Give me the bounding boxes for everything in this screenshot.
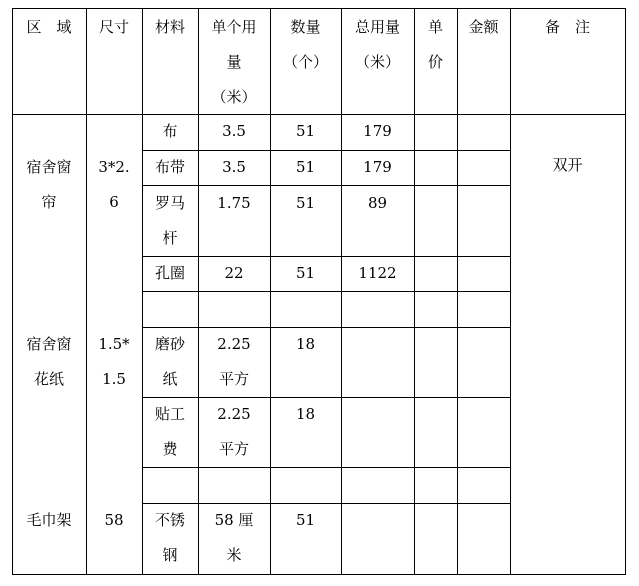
header-area: 区 域: [26, 18, 72, 36]
header-amount: 金额: [468, 18, 499, 36]
material-cell: 布: [162, 122, 178, 140]
total-cell: 179: [363, 122, 392, 140]
unit-usage-cell: 1.75: [217, 194, 251, 212]
quantity-cell: 51: [295, 511, 316, 529]
area-cell: 宿舍窗 花纸: [26, 335, 72, 388]
material-cell: 磨砂 纸: [154, 335, 185, 388]
table-border-top: [12, 8, 626, 9]
col-line: [142, 8, 143, 575]
col-line: [510, 8, 511, 575]
table-border-right: [625, 8, 626, 575]
quantity-cell: 18: [295, 335, 316, 353]
table-border-bottom: [12, 574, 626, 575]
material-cell: 孔圈: [154, 264, 185, 282]
material-cell: 布带: [154, 158, 185, 176]
size-cell: 58: [104, 511, 124, 529]
unit-usage-cell: 58 厘 米: [214, 511, 254, 564]
size-cell: 1.5* 1.5: [98, 335, 130, 388]
remark-cell: 双开: [552, 156, 583, 174]
material-cell: 罗马 杆: [154, 194, 185, 247]
header-material: 材料: [154, 18, 185, 36]
quantity-cell: 51: [295, 194, 316, 212]
quantity-cell: 51: [295, 158, 316, 176]
area-cell: 宿舍窗 帘: [26, 158, 72, 211]
unit-usage-cell: 3.5: [222, 158, 246, 176]
total-cell: 179: [363, 158, 392, 176]
col-line: [414, 8, 415, 575]
quantity-cell: 51: [295, 122, 316, 140]
size-cell: 3*2. 6: [98, 158, 130, 211]
quantity-cell: 18: [295, 405, 316, 423]
quantity-cell: 51: [295, 264, 316, 282]
area-cell: 毛巾架: [26, 511, 72, 529]
total-cell: 89: [367, 194, 388, 212]
col-line: [341, 8, 342, 575]
total-cell: 1122: [358, 264, 397, 282]
table-border-left: [12, 8, 13, 575]
header-unit-price: 单 价: [427, 18, 443, 71]
header-remark: 备 注: [544, 18, 590, 36]
header-unit-usage: 单个用 量 （米）: [211, 18, 257, 106]
unit-usage-cell: 3.5: [222, 122, 246, 140]
material-cell: 贴工 费: [154, 405, 185, 458]
header-size: 尺寸: [98, 18, 129, 36]
col-line: [270, 8, 271, 575]
col-line: [457, 8, 458, 575]
header-total-usage: 总用量 （米）: [354, 18, 400, 71]
unit-usage-cell: 2.25 平方: [217, 335, 251, 388]
material-cell: 不锈 钢: [154, 511, 185, 564]
unit-usage-cell: 2.25 平方: [217, 405, 251, 458]
header-quantity: 数量 （个）: [282, 18, 328, 71]
unit-usage-cell: 22: [224, 264, 244, 282]
col-line: [86, 8, 87, 575]
